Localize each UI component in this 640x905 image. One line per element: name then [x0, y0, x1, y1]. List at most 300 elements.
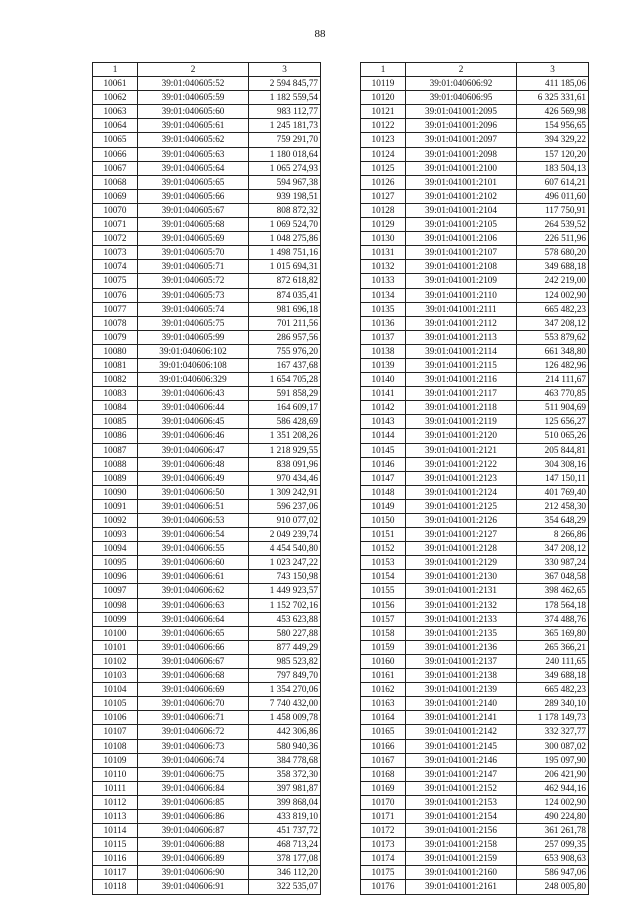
cadastral-value: 759 291,70 [249, 133, 321, 147]
cadastral-number: 39:01:040605:62 [138, 133, 249, 147]
row-number: 10116 [93, 852, 138, 866]
cadastral-number: 39:01:040606:75 [138, 767, 249, 781]
table-row [93, 795, 321, 809]
row-number: 10173 [361, 838, 406, 852]
cadastral-value: 838 091,96 [249, 457, 321, 471]
cadastral-number: 39:01:040605:63 [138, 147, 249, 161]
row-number: 10088 [93, 457, 138, 471]
table-row [361, 528, 589, 542]
cadastral-number: 39:01:041001:2117 [406, 387, 517, 401]
cadastral-value: 242 219,00 [517, 274, 589, 288]
table-row [93, 753, 321, 767]
page-number: 88 [314, 28, 326, 40]
table-row [361, 499, 589, 513]
cadastral-value: 1 654 705,28 [249, 373, 321, 387]
row-number: 10133 [361, 274, 406, 288]
table-row [361, 203, 589, 217]
table-row [93, 499, 321, 513]
cadastral-value: 607 614,21 [517, 175, 589, 189]
table-row [93, 542, 321, 556]
cadastral-value: 1 069 524,70 [249, 218, 321, 232]
cadastral-number: 39:01:041001:2158 [406, 838, 517, 852]
cadastral-value: 157 120,20 [517, 147, 589, 161]
cadastral-number: 39:01:040606:68 [138, 669, 249, 683]
row-number: 10140 [361, 373, 406, 387]
row-number: 10125 [361, 161, 406, 175]
table-row [361, 443, 589, 457]
cadastral-value: 240 111,65 [517, 654, 589, 668]
cadastral-number: 39:01:040605:68 [138, 218, 249, 232]
cadastral-value: 178 564,18 [517, 598, 589, 612]
left-table [92, 62, 321, 895]
row-number: 10124 [361, 147, 406, 161]
cadastral-value: 877 449,29 [249, 640, 321, 654]
table-row [361, 344, 589, 358]
cadastral-value: 7 740 432,00 [249, 697, 321, 711]
row-number: 10077 [93, 302, 138, 316]
table-row [93, 344, 321, 358]
cadastral-value: 874 035,41 [249, 288, 321, 302]
table-row [361, 795, 589, 809]
column-header: 3 [517, 63, 589, 77]
cadastral-number: 39:01:040606:47 [138, 443, 249, 457]
row-number: 10138 [361, 344, 406, 358]
row-number: 10139 [361, 358, 406, 372]
row-number: 10110 [93, 767, 138, 781]
row-number: 10103 [93, 669, 138, 683]
cadastral-number: 39:01:040606:95 [406, 91, 517, 105]
row-number: 10156 [361, 598, 406, 612]
table-row [93, 189, 321, 203]
cadastral-value: 206 421,90 [517, 767, 589, 781]
cadastral-value: 808 872,32 [249, 203, 321, 217]
row-number: 10137 [361, 330, 406, 344]
cadastral-number: 39:01:041001:2102 [406, 189, 517, 203]
table-row [93, 330, 321, 344]
column-header: 3 [249, 63, 321, 77]
row-number: 10146 [361, 457, 406, 471]
row-number: 10096 [93, 570, 138, 584]
cadastral-value: 1 048 275,86 [249, 232, 321, 246]
row-number: 10081 [93, 358, 138, 372]
table-row [93, 528, 321, 542]
table-row [361, 133, 589, 147]
table-row [361, 697, 589, 711]
row-number: 10174 [361, 852, 406, 866]
table-row [93, 683, 321, 697]
row-number: 10136 [361, 316, 406, 330]
cadastral-number: 39:01:040605:99 [138, 330, 249, 344]
row-number: 10091 [93, 499, 138, 513]
column-header: 2 [406, 63, 517, 77]
row-number: 10147 [361, 471, 406, 485]
cadastral-value: 6 325 331,61 [517, 91, 589, 105]
table-row [361, 711, 589, 725]
cadastral-number: 39:01:041001:2129 [406, 556, 517, 570]
cadastral-value: 701 211,56 [249, 316, 321, 330]
cadastral-value: 433 819,10 [249, 809, 321, 823]
cadastral-number: 39:01:040606:69 [138, 683, 249, 697]
table-row [361, 288, 589, 302]
table-row [361, 753, 589, 767]
row-number: 10168 [361, 767, 406, 781]
cadastral-number: 39:01:040606:87 [138, 824, 249, 838]
cadastral-number: 39:01:040606:55 [138, 542, 249, 556]
cadastral-value: 125 656,27 [517, 415, 589, 429]
row-number: 10142 [361, 401, 406, 415]
cadastral-value: 394 329,22 [517, 133, 589, 147]
cadastral-value: 453 623,88 [249, 612, 321, 626]
cadastral-number: 39:01:040605:71 [138, 260, 249, 274]
cadastral-value: 8 266,86 [517, 528, 589, 542]
cadastral-value: 124 002,90 [517, 288, 589, 302]
cadastral-value: 580 940,36 [249, 739, 321, 753]
row-number: 10073 [93, 246, 138, 260]
cadastral-value: 346 112,20 [249, 866, 321, 880]
cadastral-value: 195 097,90 [517, 753, 589, 767]
cadastral-value: 910 077,02 [249, 514, 321, 528]
cadastral-value: 872 618,82 [249, 274, 321, 288]
cadastral-number: 39:01:041001:2135 [406, 626, 517, 640]
table-row [361, 485, 589, 499]
cadastral-number: 39:01:041001:2147 [406, 767, 517, 781]
cadastral-value: 426 569,98 [517, 105, 589, 119]
cadastral-value: 665 482,23 [517, 683, 589, 697]
row-number: 10149 [361, 499, 406, 513]
cadastral-number: 39:01:041001:2141 [406, 711, 517, 725]
cadastral-value: 4 454 540,80 [249, 542, 321, 556]
cadastral-value: 1 182 559,54 [249, 91, 321, 105]
cadastral-value: 1 245 181,73 [249, 119, 321, 133]
cadastral-value: 970 434,46 [249, 471, 321, 485]
cadastral-number: 39:01:040606:51 [138, 499, 249, 513]
cadastral-number: 39:01:040606:71 [138, 711, 249, 725]
row-number: 10074 [93, 260, 138, 274]
row-number: 10175 [361, 866, 406, 880]
row-number: 10090 [93, 485, 138, 499]
row-number: 10171 [361, 809, 406, 823]
cadastral-value: 304 308,16 [517, 457, 589, 471]
table-row [361, 598, 589, 612]
cadastral-value: 226 511,96 [517, 232, 589, 246]
table-row [93, 316, 321, 330]
table-row [93, 373, 321, 387]
row-number: 10172 [361, 824, 406, 838]
table-row [93, 429, 321, 443]
row-number: 10153 [361, 556, 406, 570]
table-row [361, 683, 589, 697]
cadastral-number: 39:01:040606:329 [138, 373, 249, 387]
row-number: 10083 [93, 387, 138, 401]
cadastral-number: 39:01:041001:2136 [406, 640, 517, 654]
cadastral-value: 183 504,13 [517, 161, 589, 175]
table-row [361, 91, 589, 105]
cadastral-number: 39:01:041001:2116 [406, 373, 517, 387]
table-row [93, 175, 321, 189]
cadastral-number: 39:01:041001:2130 [406, 570, 517, 584]
row-number: 10123 [361, 133, 406, 147]
row-number: 10071 [93, 218, 138, 232]
row-number: 10164 [361, 711, 406, 725]
cadastral-number: 39:01:040605:64 [138, 161, 249, 175]
cadastral-value: 578 680,20 [517, 246, 589, 260]
table-row [361, 838, 589, 852]
left-table-body [93, 63, 321, 895]
cadastral-number: 39:01:040605:61 [138, 119, 249, 133]
row-number: 10163 [361, 697, 406, 711]
table-row [93, 203, 321, 217]
cadastral-value: 939 198,51 [249, 189, 321, 203]
table-row [361, 429, 589, 443]
table-row [361, 274, 589, 288]
table-row [93, 288, 321, 302]
cadastral-number: 39:01:041001:2112 [406, 316, 517, 330]
row-number: 10166 [361, 739, 406, 753]
cadastral-value: 349 688,18 [517, 260, 589, 274]
cadastral-value: 468 713,24 [249, 838, 321, 852]
row-number: 10076 [93, 288, 138, 302]
row-number: 10119 [361, 77, 406, 91]
cadastral-value: 167 437,68 [249, 358, 321, 372]
cadastral-value: 596 237,06 [249, 499, 321, 513]
cadastral-number: 39:01:040606:43 [138, 387, 249, 401]
cadastral-number: 39:01:040606:70 [138, 697, 249, 711]
table-row [93, 161, 321, 175]
row-number: 10087 [93, 443, 138, 457]
cadastral-number: 39:01:041001:2133 [406, 612, 517, 626]
row-number: 10095 [93, 556, 138, 570]
row-number: 10072 [93, 232, 138, 246]
row-number: 10080 [93, 344, 138, 358]
cadastral-number: 39:01:041001:2101 [406, 175, 517, 189]
row-number: 10121 [361, 105, 406, 119]
row-number: 10107 [93, 725, 138, 739]
cadastral-number: 39:01:041001:2161 [406, 880, 517, 894]
row-number: 10069 [93, 189, 138, 203]
table-row [93, 77, 321, 91]
cadastral-number: 39:01:040606:91 [138, 880, 249, 894]
row-number: 10159 [361, 640, 406, 654]
cadastral-number: 39:01:040605:72 [138, 274, 249, 288]
cadastral-number: 39:01:041001:2104 [406, 203, 517, 217]
row-number: 10169 [361, 781, 406, 795]
cadastral-number: 39:01:040605:75 [138, 316, 249, 330]
row-number: 10100 [93, 626, 138, 640]
row-number: 10063 [93, 105, 138, 119]
cadastral-number: 39:01:041001:2100 [406, 161, 517, 175]
row-number: 10062 [93, 91, 138, 105]
cadastral-value: 205 844,81 [517, 443, 589, 457]
row-number: 10130 [361, 232, 406, 246]
row-number: 10086 [93, 429, 138, 443]
table-row [361, 725, 589, 739]
cadastral-value: 2 594 845,77 [249, 77, 321, 91]
cadastral-number: 39:01:041001:2159 [406, 852, 517, 866]
cadastral-number: 39:01:041001:2111 [406, 302, 517, 316]
cadastral-number: 39:01:040606:85 [138, 795, 249, 809]
table-row [93, 133, 321, 147]
table-row [93, 570, 321, 584]
cadastral-value: 1 354 270,06 [249, 683, 321, 697]
cadastral-value: 661 348,80 [517, 344, 589, 358]
cadastral-number: 39:01:040606:74 [138, 753, 249, 767]
row-number: 10101 [93, 640, 138, 654]
table-row [93, 556, 321, 570]
cadastral-value: 496 011,60 [517, 189, 589, 203]
table-row [93, 415, 321, 429]
cadastral-value: 797 849,70 [249, 669, 321, 683]
table-row [93, 809, 321, 823]
cadastral-value: 330 987,24 [517, 556, 589, 570]
table-row [93, 598, 321, 612]
cadastral-number: 39:01:040606:64 [138, 612, 249, 626]
table-row [93, 471, 321, 485]
table-row [93, 246, 321, 260]
table-row [361, 232, 589, 246]
table-row [93, 232, 321, 246]
cadastral-number: 39:01:041001:2127 [406, 528, 517, 542]
cadastral-value: 367 048,58 [517, 570, 589, 584]
cadastral-value: 347 208,12 [517, 316, 589, 330]
cadastral-number: 39:01:041001:2145 [406, 739, 517, 753]
cadastral-number: 39:01:040606:63 [138, 598, 249, 612]
row-number: 10160 [361, 654, 406, 668]
column-header: 2 [138, 63, 249, 77]
cadastral-number: 39:01:041001:2110 [406, 288, 517, 302]
cadastral-number: 39:01:041001:2106 [406, 232, 517, 246]
cadastral-number: 39:01:040606:84 [138, 781, 249, 795]
cadastral-number: 39:01:040605:59 [138, 91, 249, 105]
table-row [361, 218, 589, 232]
row-number: 10111 [93, 781, 138, 795]
cadastral-number: 39:01:040606:48 [138, 457, 249, 471]
cadastral-value: 354 648,29 [517, 514, 589, 528]
row-number: 10108 [93, 739, 138, 753]
cadastral-value: 384 778,68 [249, 753, 321, 767]
cadastral-value: 399 868,04 [249, 795, 321, 809]
cadastral-number: 39:01:041001:2124 [406, 485, 517, 499]
row-number: 10109 [93, 753, 138, 767]
cadastral-number: 39:01:040605:73 [138, 288, 249, 302]
cadastral-value: 755 976,20 [249, 344, 321, 358]
table-row [93, 866, 321, 880]
row-number: 10150 [361, 514, 406, 528]
cadastral-number: 39:01:040606:49 [138, 471, 249, 485]
cadastral-value: 985 523,82 [249, 654, 321, 668]
table-row [361, 514, 589, 528]
row-number: 10066 [93, 147, 138, 161]
row-number: 10089 [93, 471, 138, 485]
row-number: 10148 [361, 485, 406, 499]
row-number: 10093 [93, 528, 138, 542]
cadastral-number: 39:01:040606:45 [138, 415, 249, 429]
cadastral-number: 39:01:041001:2109 [406, 274, 517, 288]
cadastral-number: 39:01:040606:54 [138, 528, 249, 542]
cadastral-value: 214 111,67 [517, 373, 589, 387]
cadastral-value: 126 482,96 [517, 358, 589, 372]
row-number: 10092 [93, 514, 138, 528]
cadastral-value: 117 750,91 [517, 203, 589, 217]
row-number: 10127 [361, 189, 406, 203]
table-row [361, 105, 589, 119]
row-number: 10135 [361, 302, 406, 316]
row-number: 10157 [361, 612, 406, 626]
cadastral-value: 1 180 018,64 [249, 147, 321, 161]
table-row [93, 697, 321, 711]
cadastral-value: 1 023 247,22 [249, 556, 321, 570]
table-row [361, 147, 589, 161]
table-row [361, 542, 589, 556]
cadastral-number: 39:01:040606:92 [406, 77, 517, 91]
table-row [361, 457, 589, 471]
cadastral-value: 264 539,52 [517, 218, 589, 232]
table-header-row [93, 63, 321, 77]
cadastral-value: 374 488,76 [517, 612, 589, 626]
row-number: 10176 [361, 880, 406, 894]
cadastral-value: 1 309 242,91 [249, 485, 321, 499]
row-number: 10067 [93, 161, 138, 175]
cadastral-value: 358 372,30 [249, 767, 321, 781]
table-row [93, 781, 321, 795]
cadastral-value: 510 065,26 [517, 429, 589, 443]
table-row [93, 105, 321, 119]
table-row [361, 612, 589, 626]
cadastral-value: 511 904,69 [517, 401, 589, 415]
table-row [361, 189, 589, 203]
table-row [93, 218, 321, 232]
cadastral-number: 39:01:040606:89 [138, 852, 249, 866]
cadastral-number: 39:01:040605:74 [138, 302, 249, 316]
row-number: 10143 [361, 415, 406, 429]
row-number: 10082 [93, 373, 138, 387]
table-row [93, 387, 321, 401]
table-row [361, 866, 589, 880]
table-row [361, 246, 589, 260]
cadastral-value: 286 957,56 [249, 330, 321, 344]
cadastral-value: 349 688,18 [517, 669, 589, 683]
cadastral-number: 39:01:041001:2152 [406, 781, 517, 795]
cadastral-value: 378 177,08 [249, 852, 321, 866]
row-number: 10152 [361, 542, 406, 556]
cadastral-value: 1 449 923,57 [249, 584, 321, 598]
row-number: 10098 [93, 598, 138, 612]
cadastral-value: 361 261,78 [517, 824, 589, 838]
table-row [93, 880, 321, 894]
table-row [361, 556, 589, 570]
cadastral-number: 39:01:041001:2123 [406, 471, 517, 485]
row-number: 10165 [361, 725, 406, 739]
cadastral-number: 39:01:041001:2156 [406, 824, 517, 838]
cadastral-value: 463 770,85 [517, 387, 589, 401]
cadastral-number: 39:01:041001:2131 [406, 584, 517, 598]
cadastral-number: 39:01:040606:62 [138, 584, 249, 598]
cadastral-value: 743 150,98 [249, 570, 321, 584]
table-row [93, 838, 321, 852]
cadastral-value: 1 065 274,93 [249, 161, 321, 175]
table-row [361, 175, 589, 189]
row-number: 10167 [361, 753, 406, 767]
cadastral-value: 553 879,62 [517, 330, 589, 344]
column-header: 1 [361, 63, 406, 77]
column-header: 1 [93, 63, 138, 77]
cadastral-number: 39:01:040606:61 [138, 570, 249, 584]
cadastral-number: 39:01:041001:2146 [406, 753, 517, 767]
row-number: 10106 [93, 711, 138, 725]
cadastral-number: 39:01:041001:2142 [406, 725, 517, 739]
cadastral-value: 653 908,63 [517, 852, 589, 866]
cadastral-number: 39:01:041001:2121 [406, 443, 517, 457]
cadastral-value: 1 152 702,16 [249, 598, 321, 612]
